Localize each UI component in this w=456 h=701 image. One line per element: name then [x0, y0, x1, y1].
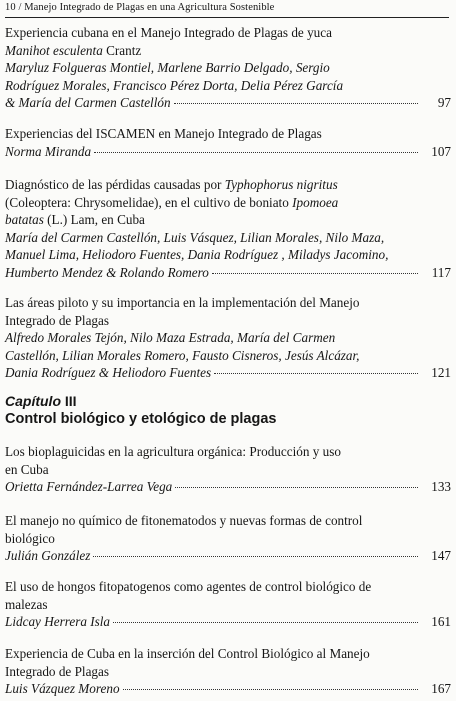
toc-entry[interactable]: [5, 176, 451, 281]
toc-entry[interactable]: [5, 125, 451, 160]
entry-title-line: Experiencia cubana en el Manejo Integrado de Plagas de yuca: [5, 25, 332, 40]
entry-page-number: 97: [437, 95, 451, 110]
entry-last-line: [5, 364, 451, 382]
entry-page-number: 121: [431, 365, 451, 380]
entry-author-line: Orietta Fernández-Larrea Vega: [5, 479, 173, 494]
entry-title-line: Experiencias del ISCAMEN en Manejo Integrado de Plagas: [5, 126, 322, 141]
entry-last-line: [5, 143, 451, 161]
entry-page-number: 167: [431, 681, 451, 696]
entry-last-line: [5, 264, 451, 282]
entry-title-species: batatas: [5, 212, 44, 227]
leader-dots: [93, 556, 418, 557]
entry-title-line: Los bioplaguicidas en la agricultura orgánica: Producción y uso: [5, 444, 341, 459]
entry-author-line: & María del Carmen Castellón: [5, 95, 171, 110]
leader-dots: [175, 487, 418, 488]
entry-author-line: Lidcay Herrera Isla: [5, 614, 110, 629]
running-header: [5, 2, 445, 14]
entry-author-line: Alfredo Morales Tejón, Nilo Maza Estrada, María del Carmen: [5, 330, 336, 345]
chapter-kicker: [5, 393, 445, 410]
entry-page-number: 117: [431, 264, 451, 280]
entry-title-line: biológico: [5, 530, 55, 546]
entry-title-line: (Coleoptera: Chrysomelidae), en el cultivo de boniato Ipomoea: [5, 194, 339, 210]
entry-title-authority: Crantz: [106, 42, 142, 58]
toc-entry[interactable]: [5, 294, 451, 382]
entry-title-line: [5, 42, 451, 60]
entry-title-line: Integrado de Plagas: [5, 663, 109, 679]
entry-last-line: [5, 478, 451, 496]
leader-dots: [214, 373, 418, 374]
entry-title-line: Experiencia de Cuba en la inserción del Control Biológico al Manejo: [5, 646, 370, 661]
header-book-title: Manejo Integrado de Plagas en una Agricultura Sostenible: [24, 2, 275, 13]
entry-title-line: El uso de hongos fitopatogenos como agentes de control biológico de: [5, 579, 372, 594]
leader-dots: [94, 152, 418, 153]
entry-author-line: María del Carmen Castellón, Luis Vásquez, Lilian Morales, Nilo Maza,: [5, 229, 385, 245]
entry-title-line: Integrado de Plagas: [5, 312, 109, 328]
chapter-number: III: [64, 393, 77, 409]
entry-last-line: [5, 94, 451, 112]
entry-last-line: [5, 547, 451, 565]
entry-author-line: Rodríguez Morales, Francisco Pérez Dorta, Delia Pérez García: [5, 77, 344, 93]
chapter-heading: [5, 393, 445, 428]
toc-entry[interactable]: [5, 645, 451, 698]
leader-dots: [123, 689, 418, 690]
entry-last-line: [5, 613, 451, 631]
entry-author-line: Julián González: [5, 548, 91, 563]
toc-entry[interactable]: [5, 443, 451, 496]
header-page-number: 10: [5, 2, 16, 13]
entry-page-number: 161: [431, 614, 451, 629]
entry-author-line: Luis Vázquez Moreno: [5, 681, 120, 696]
entry-title-line: El manejo no químico de fitonematodos y nuevas formas de control: [5, 513, 363, 528]
header-separator: /: [18, 2, 22, 13]
toc-entry[interactable]: [5, 578, 451, 631]
entry-page-number: 147: [431, 548, 451, 563]
chapter-label: Capítulo: [5, 393, 61, 409]
entry-author-line: Maryluz Folgueras Montiel, Marlene Barrio Delgado, Sergio: [5, 60, 330, 75]
entry-title-line: Las áreas piloto y su importancia en la implementación del Manejo: [5, 295, 360, 310]
entry-title-line: en Cuba: [5, 461, 49, 477]
entry-author-line: Humberto Mendez & Rolando Romero: [5, 264, 209, 280]
toc-entry[interactable]: [5, 24, 451, 112]
entry-page-number: 133: [431, 479, 451, 494]
entry-author-line: Norma Miranda: [5, 143, 92, 159]
leader-dots: [174, 103, 418, 104]
header-rule: [5, 17, 449, 18]
toc-entry[interactable]: [5, 512, 451, 565]
entry-title-line: Diagnóstico de las pérdidas causadas por Typhophorus nigritus: [5, 177, 338, 192]
entry-title-species: Ipomoea: [292, 194, 339, 210]
chapter-title: Control biológico y etológico de plagas: [5, 411, 277, 427]
entry-last-line: [5, 680, 451, 698]
entry-title-species: Typhophorus nigritus: [224, 177, 338, 192]
leader-dots: [113, 622, 418, 623]
entry-title-line: batatas (L.) Lam, en Cuba: [5, 212, 145, 227]
entry-author-line: Castellón, Lilian Morales Romero, Fausto Cisneros, Jesús Alcázar,: [5, 347, 360, 363]
entry-author-line: Dania Rodríguez & Heliodoro Fuentes: [5, 365, 212, 380]
entry-title-line: malezas: [5, 596, 48, 612]
entry-page-number: 107: [431, 143, 451, 159]
entry-title-species: Manihot esculenta: [5, 42, 103, 58]
leader-dots: [212, 273, 418, 274]
entry-author-line: Manuel Lima, Heliodoro Fuentes, Dania Rodríguez , Miladys Jacomino,: [5, 247, 389, 262]
